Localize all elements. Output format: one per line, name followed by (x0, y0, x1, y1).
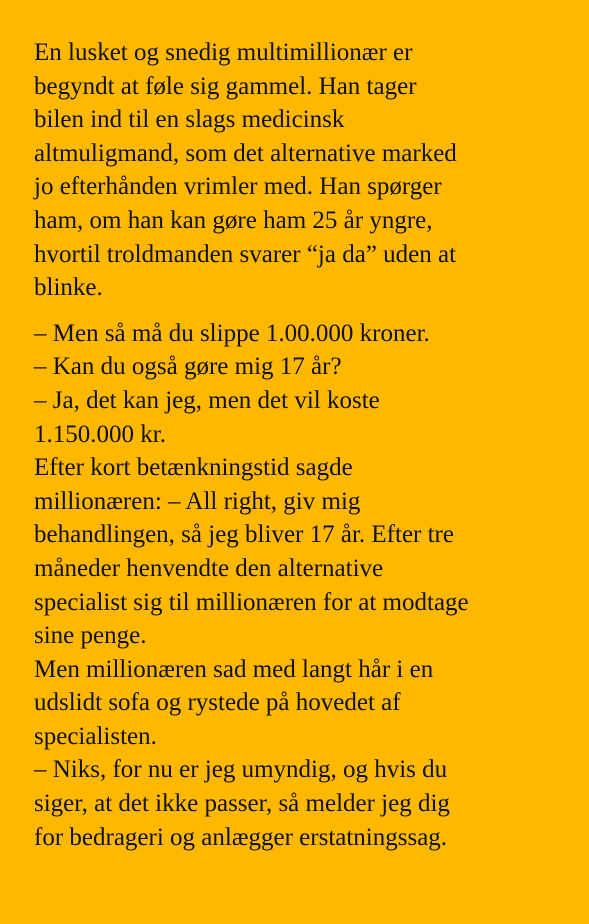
text-line: siger, at det ikke passer, så melder jeg dig (34, 790, 450, 818)
text-line: altmuligmand, som det alternative marked (34, 139, 457, 167)
text-line: måneder henvendte den alternative (34, 554, 384, 582)
text-line: jo efterhånden vrimler med. Han spørger (34, 173, 442, 201)
text-line: – Ja, det kan jeg, men det vil koste (34, 386, 380, 414)
text-line: hvortil troldmanden svarer “ja da” uden at (34, 240, 457, 268)
text-line: for bedrageri og anlægger erstatningssag. (34, 823, 448, 851)
text-line: En lusket og snedig multimillionær er (34, 39, 413, 66)
story-paragraph-intro (34, 36, 569, 305)
text-line: sine penge. (34, 622, 147, 650)
text-line: ham, om han kan gøre ham 25 år yngre, (34, 206, 433, 234)
text-line: udslidt sofa og rystede på hovedet af (34, 689, 401, 717)
text-line: millionæren: – All right, giv mig (34, 487, 361, 515)
text-line: Men millionæren sad med langt hår i en (34, 655, 434, 683)
text-line: behandlingen, så jeg bliver 17 år. Efter tre (34, 521, 454, 549)
text-line: begyndt at føle sig gammel. Han tager (34, 72, 417, 100)
text-line: specialisten. (34, 722, 157, 750)
text-line: – Men så må du slippe 1.00.000 kroner. (34, 319, 430, 347)
text-line: Efter kort betænkningstid sagde (34, 454, 353, 482)
text-line: – Niks, for nu er jeg umyndig, og hvis du (34, 756, 448, 784)
text-line: 1.150.000 kr. (34, 420, 166, 448)
text-line: bilen ind til en slags medicinsk (34, 106, 345, 134)
text-line: specialist sig til millionæren for at modtage (34, 588, 469, 616)
story-paragraph-dialogue (34, 317, 569, 855)
text-line: – Kan du også gøre mig 17 år? (34, 353, 342, 381)
text-line: blinke. (34, 274, 103, 302)
